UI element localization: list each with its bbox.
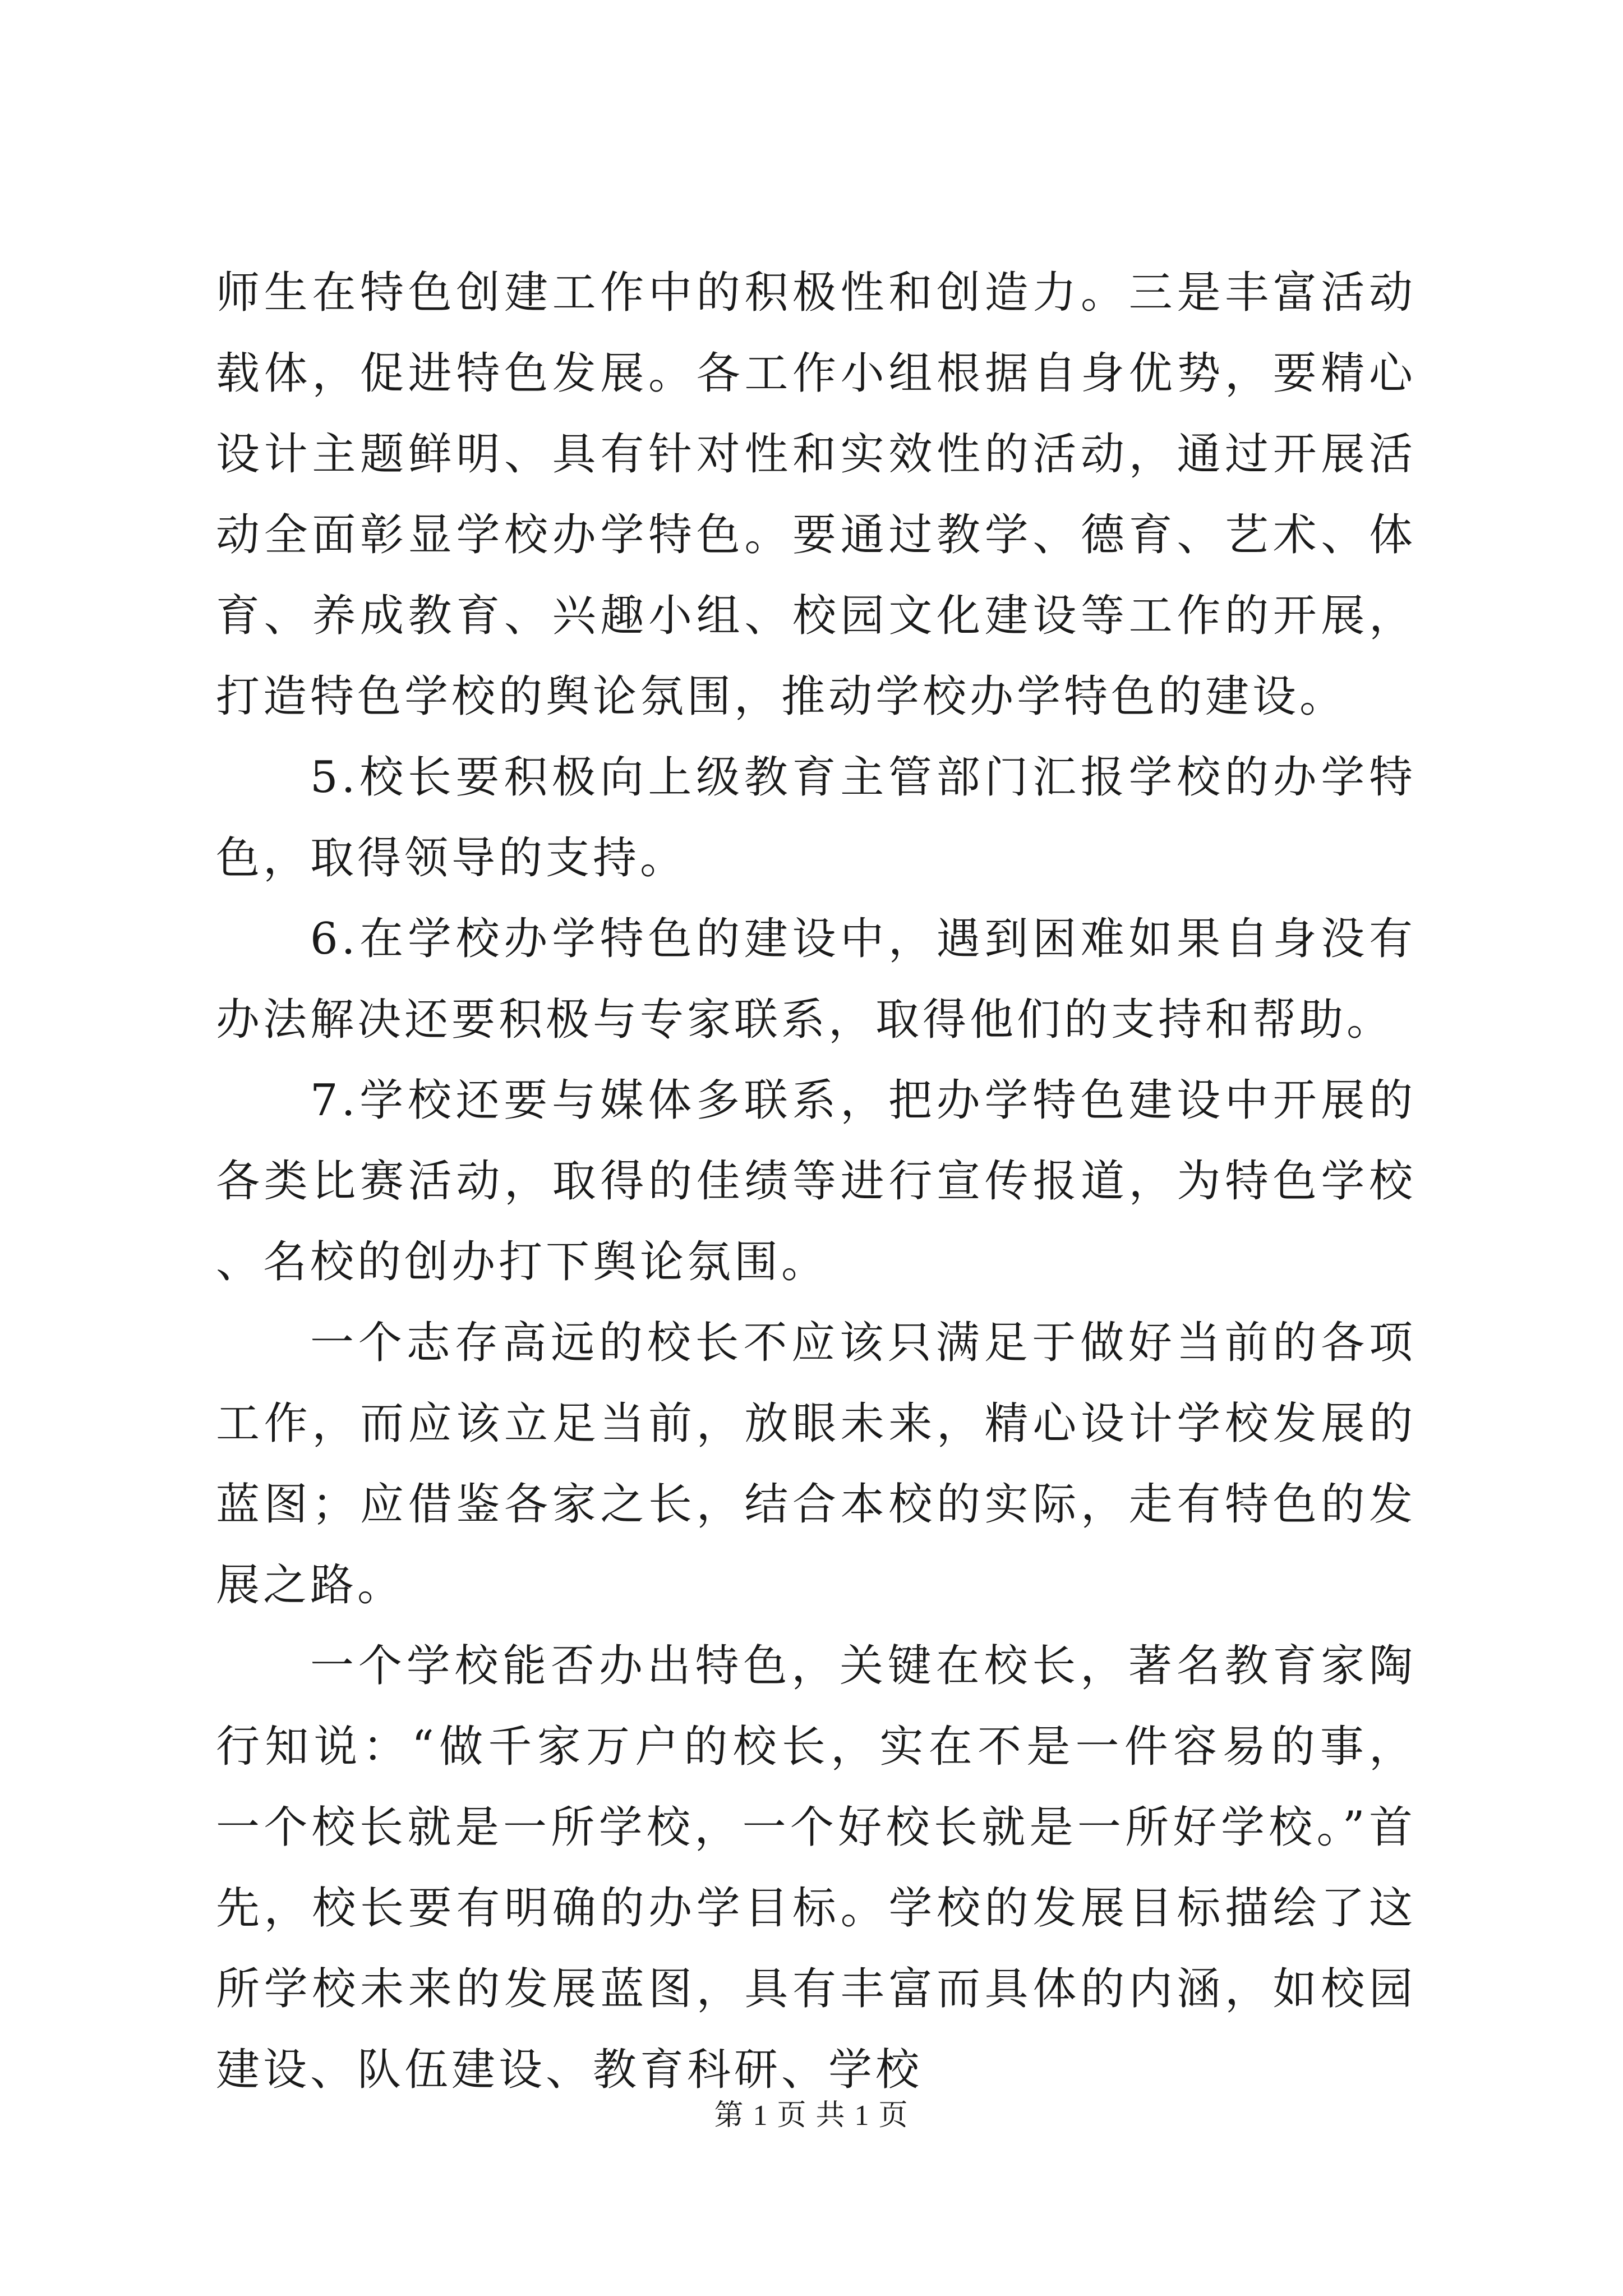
paragraph-principal-key: 一个学校能否办出特色，关键在校长，著名教育家陶行知说：“做千家万户的校长，实在不是一件容易的事，一个校长就是一所学校，一个好校长就是一所好学校。”首先，校长要有明确的办学目标。学校的发展目标描绘了这所学校未来的发展蓝图，具有丰富而具体的内涵，如校园建设、队伍建设、教育科研、学校 [216,1641,1416,2095]
paragraph-principal-vision: 一个志存高远的校长不应该只满足于做好当前的各项工作，而应该立足当前，放眼未来，精心设计学校发展的蓝图；应借鉴各家之长，结合本校的实际，走有特色的发展之路。 [216,1318,1416,1611]
paragraph-item-5: 5.校长要积极向上级教育主管部门汇报学校的办学特色，取得领导的支持。 [216,752,1416,884]
paragraph-continuation: 师生在特色创建工作中的积极性和创造力。三是丰富活动载体，促进特色发展。各工作小组根据自身优势，要精心设计主题鲜明、具有针对性和实效性的活动，通过开展活动全面彰显学校办学特色。要通过教学、德育、艺术、体育、养成教育、兴趣小组、校园文化建设等工作的开展，打造特色学校的舆论氛围，推动学校办学特色的建设。 [216,268,1416,722]
paragraph-item-6: 6.在学校办学特色的建设中，遇到困难如果自身没有办法解决还要积极与专家联系，取得他们的支持和帮助。 [216,914,1416,1045]
page-number-footer: 第 1 页 共 1 页 [714,2100,909,2132]
document-body [216,252,1416,2110]
paragraph-item-7: 7.学校还要与媒体多联系，把办学特色建设中开展的各类比赛活动，取得的佳绩等进行宣传报道，为特色学校、名校的创办打下舆论氛围。 [216,1075,1416,1287]
